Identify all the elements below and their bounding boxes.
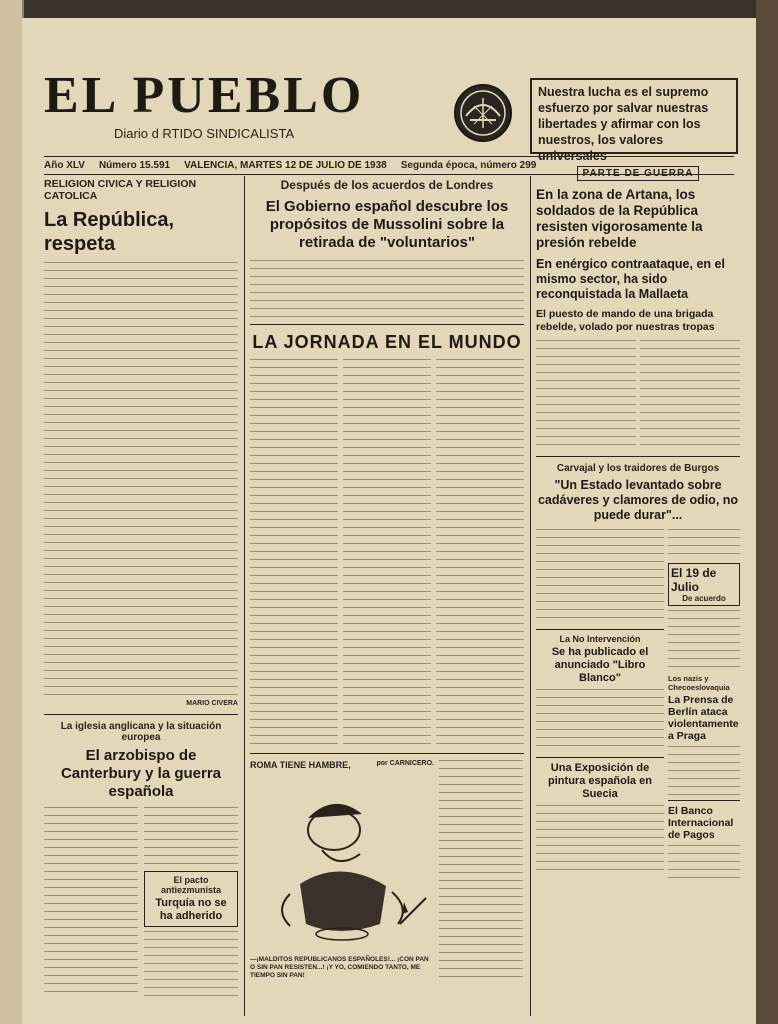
white-book-body	[536, 689, 664, 753]
left-headline-2: El arzobispo de Canterbury y la guerra española	[60, 747, 222, 800]
left-article-body	[44, 262, 238, 698]
section-rule	[536, 757, 664, 758]
emblem-icon	[454, 84, 512, 142]
left-article-2-body	[44, 807, 138, 997]
pact-body	[144, 931, 238, 1001]
war-body-col-2	[640, 340, 740, 450]
pact-kicker: El pacto antiezmunista	[160, 875, 221, 895]
newspaper-subtitle: Diario d RTIDO SINDICALISTA	[114, 126, 295, 141]
world-headline: LA JORNADA EN EL MUNDO	[252, 332, 522, 352]
cartoon-illustration	[250, 774, 434, 954]
burgos-kicker: Carvajal y los traidores de Burgos	[556, 463, 720, 474]
war-body-col-1	[536, 340, 636, 450]
world-body-col-2	[343, 359, 431, 747]
july-headline: El 19 de Julio	[671, 566, 717, 594]
war-headline: En la zona de Artana, los soldados de la República resisten vigorosamente la presión rebelde	[536, 187, 703, 250]
left-kicker: RELIGION CIVICA Y RELIGION CATOLICA	[44, 178, 197, 202]
pact-headline: Turquía no se ha adherido	[155, 897, 227, 922]
newspaper-page	[22, 18, 756, 1024]
left-column	[44, 178, 238, 1001]
nazis-kicker: Los nazis y Checoeslovaquia	[668, 674, 730, 692]
exhibition-headline: Una Exposición de pintura española en Suecia	[548, 762, 652, 800]
cartoon-author: por CARNICERO.	[376, 760, 434, 767]
center-column	[250, 178, 524, 987]
page-edge	[756, 0, 778, 1024]
left-byline: MARIO CIVERA	[186, 700, 238, 707]
intervention-kicker: La No Intervención	[559, 634, 641, 644]
page-binding	[0, 0, 24, 1024]
cartoon-caption: —¡MALDITOS REPUBLICANOS ESPAÑOLES!... ¡CON PAN O SIN PAN RESISTEN...! ¡Y YO, COMIENDO TANTO, ME TIEMPO SIN PAN!	[250, 956, 429, 979]
war-sub-2: El puesto de mando de una brigada rebelde, volado por nuestras tropas	[536, 308, 715, 333]
war-sub-1: En enérgico contraataque, en el mismo sector, ha sido reconquistada la Mallaeta	[536, 257, 725, 301]
berlin-press-headline: La Prensa de Berlín ataca violentamente a Praga	[668, 694, 739, 742]
left-article-2-body-b	[144, 807, 238, 867]
center-kicker: Después de los acuerdos de Londres	[280, 178, 494, 192]
world-body-col-3	[436, 359, 524, 747]
dateline-number: Número 15.591	[98, 160, 171, 171]
cartoon-title: ROMA TIENE HAMBRE,	[250, 760, 351, 770]
section-rule	[536, 456, 740, 457]
berlin-press-body	[668, 746, 740, 796]
burgos-body	[536, 529, 664, 625]
center-right-snippet-body	[439, 760, 523, 980]
side-body	[668, 529, 740, 559]
war-report-label: PARTE DE GUERRA	[582, 168, 694, 179]
exhibition-body	[536, 805, 664, 871]
bank-body	[668, 845, 740, 885]
bank-headline: El Banco Internacional de Pagos	[668, 805, 734, 841]
center-headline: El Gobierno español descubre los propósitos de Mussolini sobre la retirada de "voluntarios"	[265, 198, 509, 251]
burgos-quote: "Un Estado levantado sobre cadáveres y clamores de odio, no puede durar"...	[537, 478, 739, 522]
dateline-year: Año XLV	[44, 160, 85, 171]
section-rule	[250, 324, 524, 325]
motto-box: Nuestra lucha es el supremo esfuerzo por salvar nuestras libertades y afirmar con los nuestros, los valores universales	[530, 78, 738, 154]
dateline-place-date: VALENCIA, MARTES 12 DE JULIO DE 1938	[184, 160, 387, 171]
column-divider	[530, 176, 531, 1016]
section-rule	[250, 753, 524, 754]
left-kicker-2: La iglesia anglicana y la situación europea	[60, 721, 222, 743]
world-body-col-1	[250, 359, 338, 747]
section-rule	[44, 714, 238, 715]
july-body	[668, 610, 740, 670]
section-rule	[536, 629, 664, 630]
july-sub: De acuerdo	[682, 594, 726, 603]
left-headline: La República, respeta	[44, 209, 175, 255]
center-article-body	[250, 260, 524, 318]
dateline-epoch: Segunda época, número 299	[400, 160, 537, 171]
white-book-headline: Se ha publicado el anunciado "Libro Blanco"	[551, 646, 649, 684]
right-column	[536, 166, 740, 885]
newspaper-title: EL PUEBLO	[44, 67, 365, 124]
masthead	[22, 18, 756, 163]
section-rule	[668, 800, 740, 801]
column-divider	[244, 176, 245, 1016]
